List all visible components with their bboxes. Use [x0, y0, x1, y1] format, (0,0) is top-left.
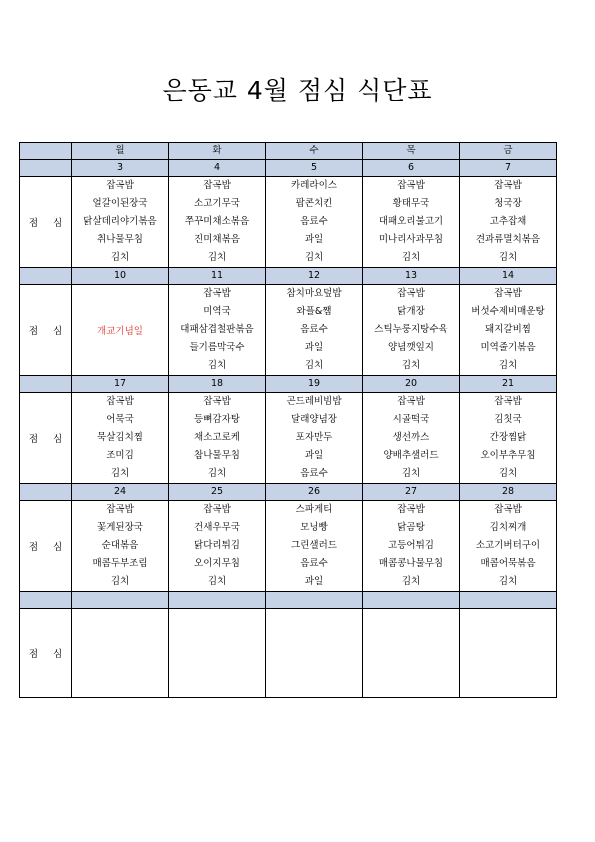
menu-item: 김치 — [498, 252, 518, 263]
menu-item: 스틱누룽지탕수육 — [374, 324, 448, 335]
menu-item: 소고기버터구이 — [475, 540, 541, 551]
menu-item: 김치 — [110, 252, 130, 263]
date-label-cell — [20, 268, 72, 285]
menu-item: 김치 — [304, 252, 324, 263]
date-cell: 18 — [169, 376, 266, 393]
menu-item: 미역국 — [203, 306, 231, 317]
menu-cell — [72, 393, 169, 484]
menu-item: 과일 — [304, 234, 324, 245]
menu-item: 등뼈감자탕 — [194, 414, 240, 425]
date-cell: 14 — [460, 268, 557, 285]
menu-cell — [460, 393, 557, 484]
meal-label-cell: 점 심 — [20, 177, 72, 268]
menu-cell — [460, 285, 557, 376]
menu-cell — [363, 177, 460, 268]
menu-item: 고등어튀김 — [388, 540, 434, 551]
menu-item: 김치 — [110, 576, 130, 587]
date-cell: 28 — [460, 484, 557, 501]
date-cell: 4 — [169, 160, 266, 177]
menu-item: 김치 — [207, 252, 227, 263]
menu-item: 잡곡밥 — [106, 180, 134, 191]
meal-label-cell: 점 심 — [20, 393, 72, 484]
menu-item: 잡곡밥 — [203, 180, 231, 191]
menu-item: 순대볶음 — [101, 540, 139, 551]
empty-date-row — [20, 592, 557, 609]
menu-item: 김치 — [304, 360, 324, 371]
empty-date-cell — [266, 592, 363, 609]
menu-cell — [460, 501, 557, 592]
menu-item: 소고기무국 — [194, 198, 240, 209]
menu-cell — [169, 501, 266, 592]
date-row — [20, 376, 557, 393]
menu-item: 버섯수제비매운탕 — [471, 306, 545, 317]
empty-menu-cell — [266, 609, 363, 698]
menu-cell — [72, 177, 169, 268]
menu-item: 쭈꾸미채소볶음 — [184, 216, 250, 227]
menu-cell — [169, 285, 266, 376]
date-cell: 10 — [72, 268, 169, 285]
menu-cell — [169, 177, 266, 268]
menu-item: 닭개장 — [397, 306, 425, 317]
holiday-cell: 개교기념일 — [72, 285, 169, 376]
empty-menu-cell — [72, 609, 169, 698]
menu-item: 김치 — [110, 468, 130, 479]
empty-menu-cell — [363, 609, 460, 698]
date-cell: 27 — [363, 484, 460, 501]
menu-item: 묵살김치찜 — [97, 432, 143, 443]
menu-item: 잡곡밥 — [203, 396, 231, 407]
menu-item: 청국장 — [494, 198, 522, 209]
menu-item: 미나리사과무침 — [378, 234, 444, 245]
menu-item: 얼갈이된장국 — [92, 198, 148, 209]
menu-item: 취나물무침 — [97, 234, 143, 245]
menu-item: 김치 — [207, 360, 227, 371]
menu-item: 음료수 — [300, 216, 328, 227]
menu-item: 팝콘치킨 — [295, 198, 333, 209]
menu-item: 김치 — [207, 576, 227, 587]
menu-cell — [363, 501, 460, 592]
lunch-menu-table — [19, 142, 557, 698]
menu-item: 참나물무침 — [194, 450, 240, 461]
menu-item: 김치찌개 — [489, 522, 527, 533]
menu-item: 오이부추무침 — [480, 450, 536, 461]
menu-item: 양념깻잎지 — [388, 342, 434, 353]
menu-cell — [266, 393, 363, 484]
menu-cell — [363, 285, 460, 376]
date-label-cell — [20, 484, 72, 501]
menu-item: 매콤두부조림 — [92, 558, 148, 569]
menu-item: 매콤어묵볶음 — [480, 558, 536, 569]
menu-item: 김치 — [498, 360, 518, 371]
menu-cell — [363, 393, 460, 484]
empty-date-cell — [460, 592, 557, 609]
empty-date-cell — [169, 592, 266, 609]
menu-cell — [266, 501, 363, 592]
menu-item: 음료수 — [300, 324, 328, 335]
date-cell: 25 — [169, 484, 266, 501]
menu-item: 음료수 — [300, 558, 328, 569]
date-row — [20, 484, 557, 501]
menu-item: 잡곡밥 — [494, 396, 522, 407]
menu-item: 오이지무침 — [194, 558, 240, 569]
menu-item: 잡곡밥 — [397, 504, 425, 515]
menu-item: 건새우무국 — [194, 522, 240, 533]
menu-item: 생선까스 — [392, 432, 430, 443]
date-cell: 24 — [72, 484, 169, 501]
menu-cell — [72, 501, 169, 592]
menu-item: 잡곡밥 — [106, 396, 134, 407]
menu-item: 김치 — [401, 576, 421, 587]
menu-item: 잡곡밥 — [397, 396, 425, 407]
menu-item: 대패삼겹철판볶음 — [180, 324, 254, 335]
menu-cell — [266, 177, 363, 268]
menu-item: 잡곡밥 — [494, 504, 522, 515]
empty-date-cell — [72, 592, 169, 609]
menu-item: 잡곡밥 — [494, 288, 522, 299]
menu-item: 시골떡국 — [392, 414, 430, 425]
menu-item: 포자만두 — [295, 432, 333, 443]
date-cell: 6 — [363, 160, 460, 177]
menu-item: 미역줄기볶음 — [480, 342, 536, 353]
empty-date-cell — [363, 592, 460, 609]
empty-menu-row — [20, 609, 557, 698]
menu-cell — [169, 393, 266, 484]
menu-item: 과일 — [304, 576, 324, 587]
weekday-header-cell: 화 — [169, 143, 266, 160]
menu-item: 어묵국 — [106, 414, 134, 425]
menu-item: 닭살데리야기볶음 — [83, 216, 157, 227]
menu-item: 김치 — [498, 576, 518, 587]
menu-item: 채소고로케 — [194, 432, 240, 443]
menu-item: 김칫국 — [494, 414, 522, 425]
menu-item: 잡곡밥 — [203, 288, 231, 299]
menu-item: 모닝빵 — [300, 522, 328, 533]
meal-label-cell: 점 심 — [20, 501, 72, 592]
menu-item: 김치 — [401, 360, 421, 371]
menu-item: 과일 — [304, 342, 324, 353]
weekday-header-cell: 수 — [266, 143, 363, 160]
menu-row — [20, 177, 557, 268]
empty-date-cell — [20, 592, 72, 609]
weekday-header-cell: 금 — [460, 143, 557, 160]
meal-label-cell: 점 심 — [20, 609, 72, 698]
menu-item: 김치 — [207, 468, 227, 479]
menu-row — [20, 501, 557, 592]
menu-item: 잡곡밥 — [203, 504, 231, 515]
weekday-header-cell: 월 — [72, 143, 169, 160]
empty-menu-cell — [460, 609, 557, 698]
menu-item: 잡곡밥 — [494, 180, 522, 191]
menu-item: 닭곰탕 — [397, 522, 425, 533]
menu-item: 와플&쨈 — [296, 306, 332, 317]
menu-item: 음료수 — [300, 468, 328, 479]
menu-row — [20, 393, 557, 484]
date-cell: 20 — [363, 376, 460, 393]
menu-cell — [460, 177, 557, 268]
menu-item: 김치 — [498, 468, 518, 479]
date-row — [20, 268, 557, 285]
date-cell: 11 — [169, 268, 266, 285]
menu-item: 양배추샐러드 — [383, 450, 439, 461]
menu-item: 대패오리불고기 — [378, 216, 444, 227]
date-label-cell — [20, 376, 72, 393]
date-cell: 17 — [72, 376, 169, 393]
date-cell: 3 — [72, 160, 169, 177]
menu-item: 견과류멸치볶음 — [475, 234, 541, 245]
menu-row — [20, 285, 557, 376]
menu-item: 카레라이스 — [291, 180, 337, 191]
meal-label-cell: 점 심 — [20, 285, 72, 376]
menu-item: 과일 — [304, 450, 324, 461]
date-cell: 19 — [266, 376, 363, 393]
date-label-cell — [20, 160, 72, 177]
menu-item: 진미채볶음 — [194, 234, 240, 245]
menu-item: 꽃게된장국 — [97, 522, 143, 533]
menu-item: 잡곡밥 — [397, 180, 425, 191]
menu-item: 황태무국 — [392, 198, 430, 209]
date-cell: 26 — [266, 484, 363, 501]
menu-item: 들기름막국수 — [189, 342, 245, 353]
date-cell: 5 — [266, 160, 363, 177]
menu-item: 돼지갈비찜 — [485, 324, 531, 335]
menu-item: 닭다리튀김 — [194, 540, 240, 551]
menu-item: 그린샐러드 — [291, 540, 337, 551]
date-cell: 7 — [460, 160, 557, 177]
menu-item: 김치 — [401, 468, 421, 479]
date-row — [20, 160, 557, 177]
menu-item: 잡곡밥 — [397, 288, 425, 299]
menu-item: 김치 — [401, 252, 421, 263]
empty-menu-cell — [169, 609, 266, 698]
menu-item: 참치마요덮밥 — [286, 288, 342, 299]
header-corner-cell — [20, 143, 72, 160]
date-cell: 21 — [460, 376, 557, 393]
menu-cell — [266, 285, 363, 376]
date-cell: 12 — [266, 268, 363, 285]
menu-item: 곤드레비빔밥 — [286, 396, 342, 407]
menu-item: 달래양념장 — [291, 414, 337, 425]
menu-item: 매콤콩나물무침 — [378, 558, 444, 569]
menu-table-body — [20, 143, 557, 698]
weekday-header-cell: 목 — [363, 143, 460, 160]
date-cell: 13 — [363, 268, 460, 285]
menu-item: 간장찜닭 — [489, 432, 527, 443]
menu-item: 고추잡채 — [489, 216, 527, 227]
menu-item: 스파게티 — [295, 504, 333, 515]
page-title: 은동교 4월 점심 식단표 — [162, 76, 433, 105]
menu-item: 조미김 — [106, 450, 134, 461]
menu-item: 잡곡밥 — [106, 504, 134, 515]
weekday-header-row — [20, 143, 557, 160]
